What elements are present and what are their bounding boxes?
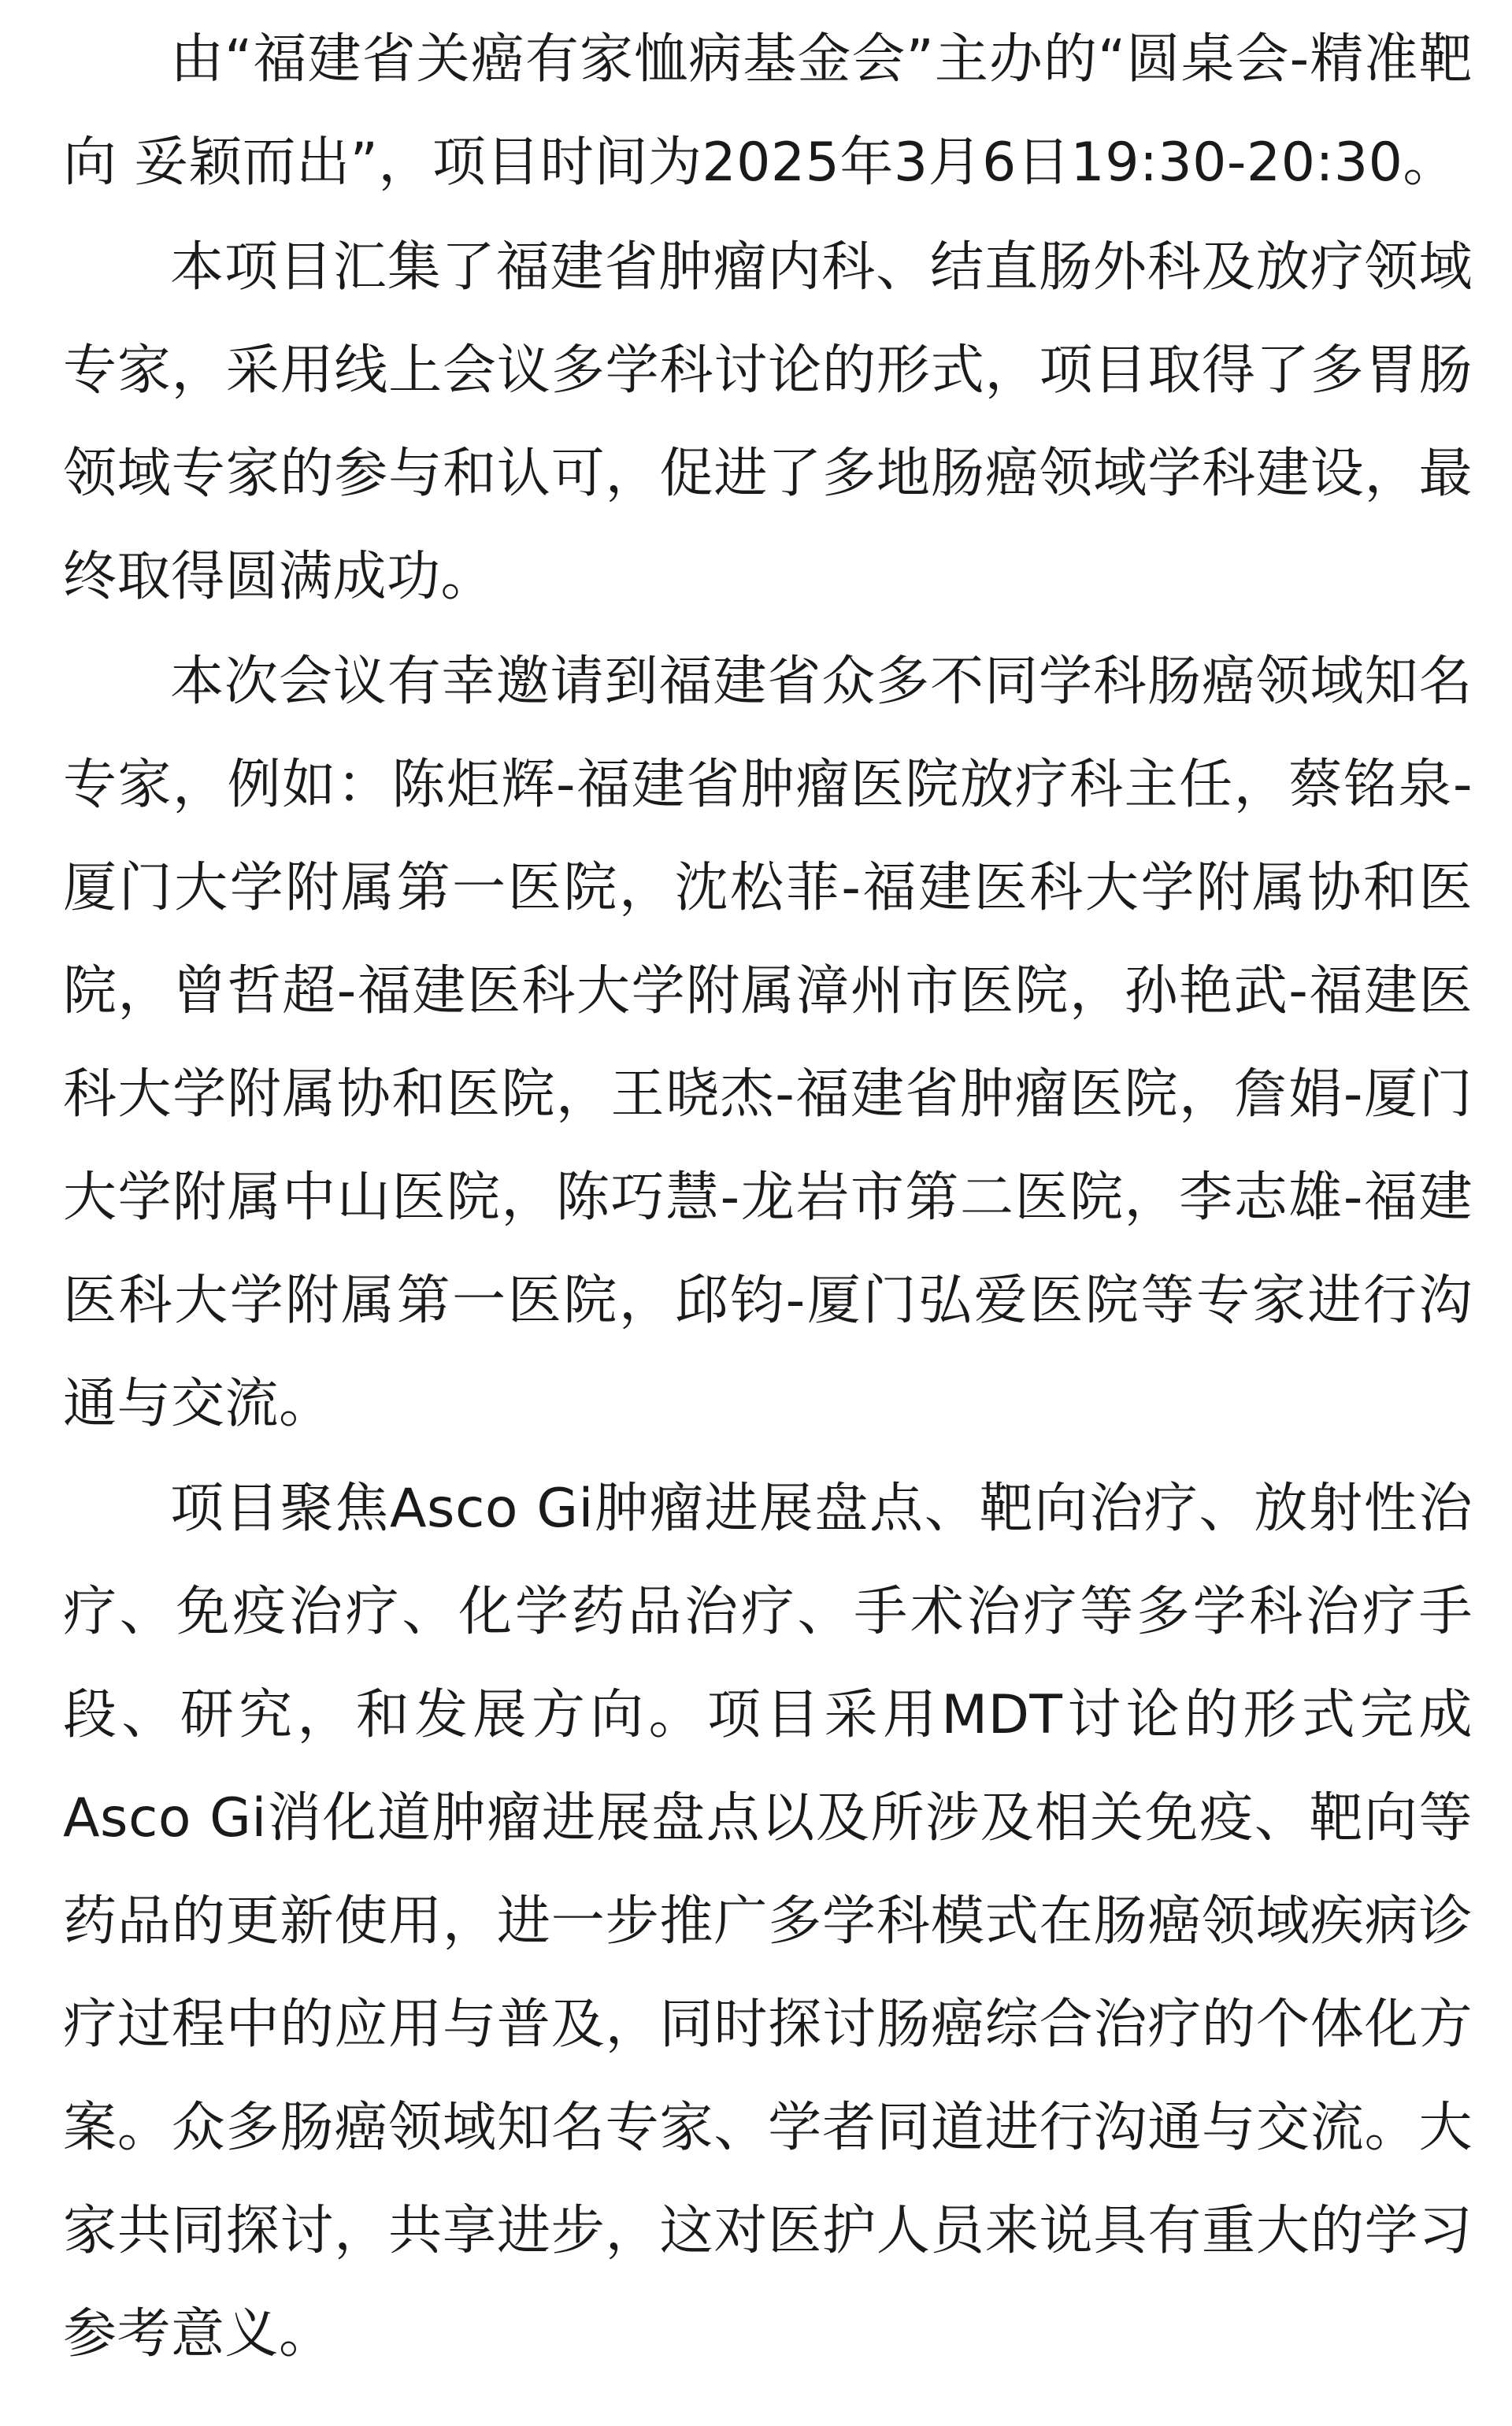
paragraph-experts: 本次会议有幸邀请到福建省众多不同学科肠癌领域知名专家，例如：陈炬辉-福建省肿瘤医院放疗科主任，蔡铭泉-厦门大学附属第一医院，沈松菲-福建医科大学附属协和医院，曾哲超-福建医科大学附属漳州市医院，孙艳武-福建医科大学附属协和医院，王晓杰-福建省肿瘤医院，詹娟-厦门大学附属中山医院，陈巧慧-龙岩市第二医院，李志雄-福建医科大学附属第一医院，邱钧-厦门弘爱医院等专家进行沟通与交流。 xyxy=(63,651,1473,1435)
paragraph-focus: 项目聚焦Asco Gi肿瘤进展盘点、靶向治疗、放射性治疗、免疫治疗、化学药品治疗、手术治疗等多学科治疗手段、研究，和发展方向。项目采用MDT讨论的形式完成Asco Gi消化道肿瘤进展盘点以及所涉及相关免疫、靶向等药品的更新使用，进一步推广多学科模式在肠癌领域疾病诊疗过程中的应用与普及，同时探讨肠癌综合治疗的个体化方案。众多肠癌领域知名专家、学者同道进行沟通与交流。大家共同探讨，共享进步，这对医护人员来说具有重大的学习参考意义。 xyxy=(63,1478,1473,2365)
paragraph-project-summary: 本项目汇集了福建省肿瘤内科、结直肠外科及放疗领域专家，采用线上会议多学科讨论的形式，项目取得了多胃肠领域专家的参与和认可，促进了多地肠癌领域学科建设，最终取得圆满成功。 xyxy=(63,236,1473,608)
paragraph-event-info: 由“福建省关癌有家恤病基金会”主办的“圆桌会-精准靶向 妥颖而出”，项目时间为2025年3月6日19:30-20:30。 xyxy=(63,28,1473,194)
article-body xyxy=(63,8,1473,2387)
